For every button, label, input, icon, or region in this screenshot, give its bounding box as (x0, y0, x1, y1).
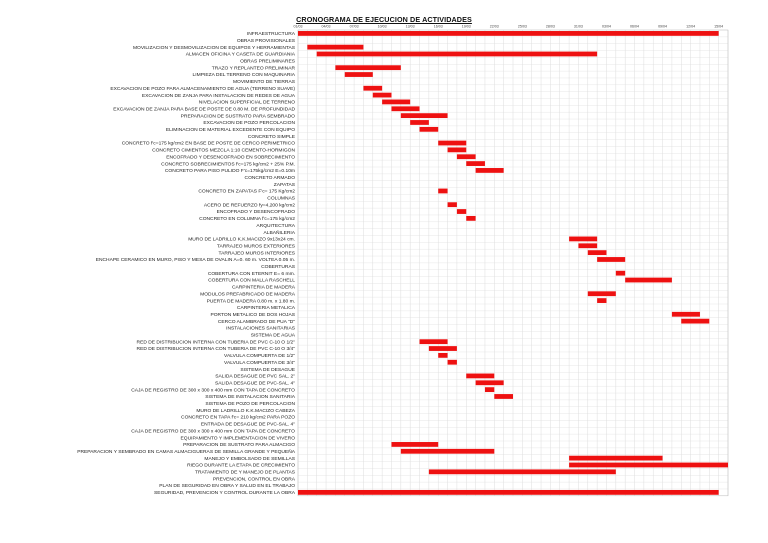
x-tick-label: 28/03 (545, 24, 555, 29)
task-label: RED DE DISTRIBUCION INTERNA CON TUBERIA DE PVC C-10 O 3/4" (136, 347, 295, 353)
x-tick-label: 04/03 (321, 24, 331, 29)
task-label: COBERTURA CON ETERNIT E= 6 mm. (207, 271, 295, 277)
task-label: ENCHAPE CERAMICO EN MURO, PISO Y MESA DE OVALIN A=0. 60 m. VOLTEA 0.05 m. (95, 258, 295, 264)
task-bar (597, 257, 625, 262)
task-label: CONCRETO SIMPLE (247, 134, 295, 140)
task-bar (438, 189, 447, 194)
x-tick-label: 07/03 (349, 24, 359, 29)
task-label: ACERO DE REFUERZO fy=4,200 kg/cm2 (203, 203, 295, 209)
task-bar (476, 168, 504, 173)
task-label: EQUIPAMIENTO Y IMPLEMENTACION DE VIVERO (180, 436, 295, 442)
task-label: SALIDA DESAGUE DE PVC SAL. 2" (215, 374, 295, 380)
task-bar (569, 237, 597, 242)
x-tick-label: 16/03 (433, 24, 443, 29)
task-bar (569, 456, 662, 461)
task-label: EXCAVACION DE POZO PARA ALMACENAMIENTO DE AGUA (TERRENO SUAVE) (110, 86, 295, 92)
x-tick-label: 06/04 (630, 24, 640, 29)
task-bar (429, 346, 457, 351)
task-label: VALVULA COMPUERTA DE 3/4" (224, 360, 295, 366)
task-label: PREPARACION Y SEMBRADO EN CAMAS ALMACIGUERAS DE SEMILLA GRANDE Y PEQUEÑA (77, 449, 295, 455)
task-label: CONCRETO SOBRECIMIENTOS f'c=175 kg/cm2 + 25% P.M. (161, 162, 295, 168)
task-label: MODULOS PREFABRICADO DE MADERA (200, 292, 295, 298)
task-bar (625, 278, 672, 283)
task-bar (391, 106, 419, 111)
task-label: MANEJO Y EMBOLSADO DE SEMILLAS (204, 456, 295, 462)
task-label: COLUMNAS (267, 196, 295, 202)
task-bar (681, 319, 709, 324)
task-label: CAJA DE REGISTRO DE 300 x 300 x 400 mm CON TAPA DE CONCRETO (131, 388, 295, 394)
task-label: MURO DE LADRILLO K.K.MACIZO 9x13x24 cm. (188, 237, 295, 243)
task-label: CAJA DE REGISTRO DE 300 x 300 x 400 mm CON TAPA DE CONCRETO (131, 429, 295, 435)
x-tick-label: 19/03 (461, 24, 471, 29)
task-label: MURO DE LADRILLO K.K.MACIZO CABEZA (196, 408, 295, 414)
task-label: PREPARACION DE SUSTRATO PARA SEMBRADO (180, 114, 295, 120)
task-bar (448, 202, 457, 207)
task-bar (335, 65, 400, 70)
task-bar (448, 147, 467, 152)
task-label: INSTALACIONES SANITARIAS (226, 326, 295, 332)
task-bar (672, 312, 700, 317)
task-bar (298, 490, 719, 495)
x-tick-label: 01/03 (293, 24, 303, 29)
task-label: SEGURIDAD, PREVENCION Y CONTROL DURANTE LA OBRA (154, 491, 295, 497)
task-label: SISTEMA DE INSTALACION SANITARIA (205, 395, 295, 401)
task-bar (420, 127, 439, 132)
task-label: CONCRETO f'c=175 kg/cm2 EN BASE DE POSTE DE CERCO PERIMETRICO (121, 141, 295, 147)
task-bar (616, 271, 625, 276)
task-label: PLAN DE SEGURIDAD EN OBRA Y SALUD EN EL TRABAJO (159, 484, 295, 490)
task-label: SISTEMA DE POZO DE PERCOLACION (205, 402, 295, 408)
task-bar (578, 243, 597, 248)
task-label: ALMACEN OFICINA Y CASETA DE GUARDIANIA (185, 52, 295, 58)
x-tick-label: 31/03 (573, 24, 583, 29)
task-bar (345, 72, 373, 77)
task-bar (438, 141, 466, 146)
task-label: NIVELACION SUPERFICIAL DE TERRENO (198, 100, 295, 106)
task-label: VALVULA COMPUERTA DE 1/2" (224, 354, 295, 360)
task-label: ELIMINACION DE MATERIAL EXCEDENTE CON EQUIPO (165, 128, 295, 134)
task-label: PREPARACION DE SUSTRATO PARA ALMACIGO (183, 443, 295, 449)
task-label: RIEGO DURANTE LA ETAPA DE CRECIMIENTO (187, 463, 295, 469)
x-tick-label: 15/04 (714, 24, 724, 29)
task-label: LIMPIEZA DEL TERRENO CON MAQUINARIA (192, 73, 295, 79)
task-label: CONCRETO EN COLUMNA f'c=175 kg/cm2 (199, 217, 295, 223)
task-bar (410, 120, 429, 125)
task-bar (466, 161, 485, 166)
x-tick-label: 03/04 (601, 24, 611, 29)
task-bar (466, 374, 494, 379)
chart-title: CRONOGRAMA DE EJECUCION DE ACTIVIDADES (296, 15, 472, 24)
task-label: ALBAÑILERIA (263, 230, 295, 236)
x-tick-label: 10/03 (377, 24, 387, 29)
task-bar (382, 100, 410, 105)
task-bar (569, 463, 728, 468)
task-bar (420, 339, 448, 344)
task-label: CARPINTERIA DE MADERA (231, 285, 295, 291)
task-bar (466, 216, 475, 221)
task-bar (307, 45, 363, 50)
task-label: EXCAVACION DE POZO PERCOLACION (203, 121, 295, 127)
task-label: INFRAESTRUCTURA (246, 32, 295, 38)
task-label: PORTON METALICO DE DOS HOJAS (210, 312, 295, 318)
task-label: ENTRADA DE DESAGUE DE PVC-SAL. 4" (200, 422, 295, 428)
task-label: ENCOFRADO Y DESENCOFRADO EN SOBRECIMIENTO (166, 155, 295, 161)
task-bar (298, 31, 719, 36)
task-label: PREVENCION, CONTROL EN OBRA (212, 477, 295, 483)
task-label: TARRAJEO MUROS EXTERIORES (216, 244, 295, 250)
task-bar (476, 380, 504, 385)
task-label: ENCOFRADO Y DESENCOFRADO (216, 210, 295, 216)
task-label: TRAZO Y REPLANTEO PRELIMINAR (211, 66, 295, 72)
task-label: SALIDA DESAGUE DE PVC-SAL. 4" (214, 381, 295, 387)
x-tick-label: 09/04 (658, 24, 668, 29)
task-label: CARPINTERIA METALICA (236, 306, 295, 312)
task-label: EXCAVACION DE ZANJA PARA INSTALACION DE REDES DE AGUA (141, 93, 295, 99)
x-tick-labels (294, 25, 724, 29)
task-bar (494, 394, 513, 399)
task-label: PUERTA DE MADERA 0.80 m. x 1.80 m. (206, 299, 295, 305)
task-label: CONCRETO EN ZAPATAS F'c= 175 Kg/cm2 (198, 189, 295, 195)
task-label: CONCRETO ARMADO (244, 175, 295, 181)
task-label: SISTEMA DE AGUA (250, 333, 295, 339)
grid-layer (298, 30, 728, 496)
task-bar (401, 449, 494, 454)
task-label: SISTEMA DE DESAGUE (240, 367, 295, 373)
task-bar (457, 154, 476, 159)
task-bar (373, 93, 392, 98)
task-label: RED DE DISTRIBUCION INTERNA CON TUBERIA DE PVC C-10 O 1/2" (136, 340, 295, 346)
task-label: ZAPATAS (273, 182, 295, 188)
task-label: CERCO ALAMBRADO DE PUA "D" (217, 319, 295, 325)
task-label: MOVIMIENTO DE TIERRAS (232, 80, 295, 86)
task-label: MOVILIZACION Y DESMOVILIZACION DE EQUIPOS Y HERRAMIENTAS (132, 45, 295, 51)
task-labels (77, 31, 296, 496)
task-bar (485, 387, 494, 392)
task-bar (588, 291, 616, 296)
task-bar (363, 86, 382, 91)
task-bar (429, 469, 616, 474)
task-bar (448, 360, 457, 365)
task-label: EXCAVACION DE ZANJA PARA BASE DE POSTE DE 0.80 M. DE PROFUNDIDAD (113, 107, 295, 113)
task-bar (597, 298, 606, 303)
task-label: TARRAJEO MUROS INTERIORES (218, 251, 295, 257)
task-bar (401, 113, 448, 118)
task-label: COBERTURA CON MALLA RASCHELL (208, 278, 295, 284)
task-label: CONCRETO PARA PISO PULIDO F'c=175kg/cm2 E=0.10m (164, 169, 295, 175)
x-tick-label: 12/04 (686, 24, 696, 29)
x-tick-label: 13/03 (405, 24, 415, 29)
task-label: TRATAMIENTO DE Y MANEJO DE PLANTAS (194, 470, 295, 476)
task-label: COBERTURAS (261, 265, 295, 271)
task-bar (438, 353, 447, 358)
task-label: CONCRETO CIMIENTOS MEZCLA 1:10 CEMENTO-HORMIGON (152, 148, 295, 154)
task-bar (317, 52, 597, 57)
task-bar (457, 209, 466, 214)
x-tick-label: 22/03 (489, 24, 499, 29)
task-label: ARQUITECTURA (256, 223, 295, 229)
task-label: OBRAS PRELIMINARES (240, 59, 295, 65)
x-tick-label: 25/03 (517, 24, 527, 29)
task-label: OBRAS PROVISIONALES (236, 38, 295, 44)
task-label: CONCRETO EN TAPA f'c= 210 kg/cm2 PARA POZO (181, 415, 295, 421)
task-bar (588, 250, 607, 255)
task-bar (391, 442, 438, 447)
